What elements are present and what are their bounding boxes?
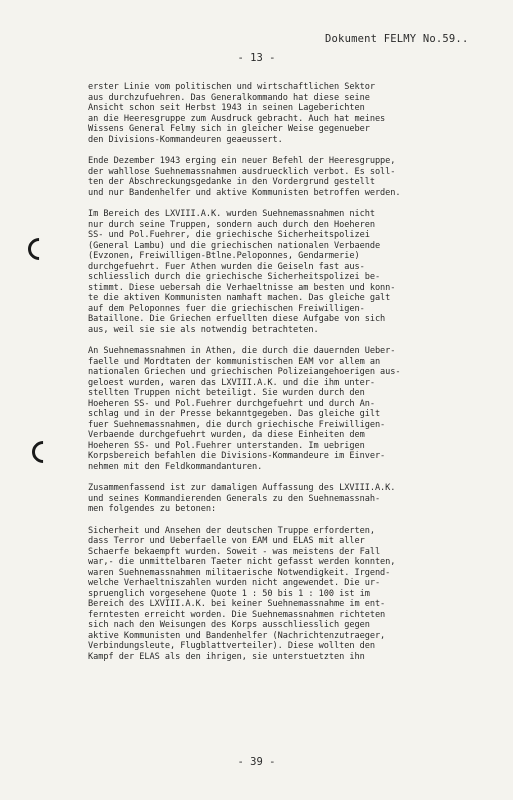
text-line: sich nach den Weisungen des Korps ausschliesslich gegen	[88, 620, 370, 630]
text-line: Kampf der ELAS als den ihrigen, sie unterstuetzten ihn	[88, 651, 365, 662]
text-line: te die aktiven Kommunisten namhaft machen. Das gleiche galt	[88, 293, 391, 303]
text-line: schlag und in der Presse bekanntgegeben. Das gleiche gilt	[88, 409, 381, 419]
text-line: faelle und Mordtaten der kommunistischen EAM vor allem an	[88, 356, 381, 367]
text-line: fuer Suehnemassnahmen, die durch griechische Freiwilligen-	[88, 419, 386, 430]
text-line: aus, weil sie sie als notwendig betrachteten.	[88, 324, 319, 335]
text-line: den Divisions-Kommandeuren geaeussert.	[88, 134, 283, 145]
text-line: Im Bereich des LXVIII.A.K. wurden Suehnemassnahmen nicht	[88, 209, 375, 219]
text-line: schliesslich durch die griechische Sicherheitspolizei be-	[88, 272, 381, 282]
text-line: spruenglich vorgesehene Quote 1 : 50 bis 1 : 100 ist im	[88, 588, 370, 599]
text-line: SS- und Pol.Fuehrer, die griechische Sicherheitspolizei	[88, 230, 370, 240]
text-line: Verbindungsleute, Flugblattverteiler). Diese wollten den	[88, 641, 375, 651]
text-line: war,- die unmittelbaren Taeter nicht gefasst werden konnten,	[88, 557, 396, 567]
paragraph-5	[88, 483, 480, 515]
text-line: welche Verhaeltniszahlen wurden nicht angewendet. Die ur-	[88, 578, 381, 588]
paragraph-4	[88, 346, 480, 472]
text-line: geloest wurden, waren das LXVIII.A.K. und die ihm unter-	[88, 377, 375, 388]
page-number-bottom: - 39 -	[237, 756, 276, 768]
text-line: Korpsbereich befahlen die Divisions-Kommandeure im Einver-	[88, 451, 386, 461]
text-line: Verbaende durchgefuehrt wurden, da diese Einheiten dem	[88, 430, 365, 440]
text-line: und nur Bandenhelfer und aktive Kommunisten betroffen werden.	[88, 187, 401, 198]
text-line: Hoeheren SS- und Pol.Fuehrer unterstanden. Im uebrigen	[88, 440, 365, 451]
text-line: an die Heeresgruppe zum Ausdruck gebracht. Auch hat meines	[88, 113, 386, 124]
text-line: Sicherheit und Ansehen der deutschen Truppe erforderten,	[88, 525, 375, 536]
text-line: aktive Kommunisten und Bandenhelfer (Nachrichtenzutraeger,	[88, 630, 386, 641]
text-line: nationalen Griechen und griechischen Polizeiangehoerigen aus-	[88, 367, 401, 377]
text-line: stimmt. Diese uebersah die Verhaeltnisse am besten und konn-	[88, 282, 396, 293]
punch-hole-mark	[27, 436, 58, 467]
paragraph-3	[88, 209, 480, 335]
paragraph-2	[88, 156, 480, 198]
text-line: stellten Truppen nicht beteiligt. Sie wurden durch den	[88, 388, 365, 398]
text-line: und seines Kommandierenden Generals zu den Suehnemassnah-	[88, 493, 381, 504]
text-line: nehmen mit den Feldkommandanturen.	[88, 461, 263, 472]
document-reference: Dokument FELMY No.59..	[325, 33, 469, 45]
text-line: auf dem Peloponnes fuer die griechischen Freiwilligen-	[88, 303, 365, 314]
text-line: (General Lambu) und die griechischen nationalen Verbaende	[88, 240, 381, 251]
text-line: Schaerfe bekaempft wurden. Soweit - was meistens der Fall	[88, 546, 381, 557]
text-line: Wissens General Felmy sich in gleicher Weise gegenueber	[88, 124, 370, 134]
text-line: durchgefuehrt. Fuer Athen wurden die Geiseln fast aus-	[88, 261, 365, 272]
text-line: Ende Dezember 1943 erging ein neuer Befehl der Heeresgruppe,	[88, 156, 396, 166]
punch-hole-mark	[23, 233, 54, 264]
text-line: ten der Abschreckungsgedanke in den Vordergrund gestellt	[88, 177, 375, 187]
text-line: ferntesten erreicht worden. Die Suehnemassnahmen richteten	[88, 609, 386, 620]
text-line: der wahllose Suehnemassnahmen ausdruecklich verbot. Es soll-	[88, 166, 396, 177]
text-line: Ansicht schon seit Herbst 1943 in seinen Lageberichten	[88, 103, 365, 113]
text-line: nur durch seine Truppen, sondern auch durch den Hoeheren	[88, 219, 375, 230]
paragraph-1	[88, 82, 480, 145]
text-line: Bereich des LXVIII.A.K. bei keiner Suehnemassnahme im ent-	[88, 599, 386, 609]
text-line: aus durchzufuehren. Das Generalkommando hat diese seine	[88, 92, 370, 103]
text-line: dass Terror und Ueberfaelle von EAM und ELAS mit aller	[88, 536, 365, 546]
text-line: erster Linie vom politischen und wirtschaftlichen Sektor	[88, 82, 375, 92]
text-line: Zusammenfassend ist zur damaligen Auffassung des LXVIII.A.K.	[88, 483, 396, 493]
document-body	[88, 82, 480, 673]
text-line: Hoeheren SS- und Pol.Fuehrer durchgefuehrt und durch An-	[88, 398, 375, 409]
text-line: waren Suehnemassnahmen militaerische Notwendigkeit. Irgend-	[88, 567, 391, 578]
text-line: An Suehnemassnahmen in Athen, die durch die dauernden Ueber-	[88, 346, 396, 356]
text-line: Bataillone. Die Griechen erfuellten diese Aufgabe von sich	[88, 314, 386, 324]
text-line: men folgendes zu betonen:	[88, 504, 217, 514]
text-line: (Evzonen, Freiwilligen-Btlne.Peloponnes, Gendarmerie)	[88, 251, 360, 261]
paragraph-6	[88, 526, 480, 663]
page-number-top: - 13 -	[237, 52, 276, 64]
